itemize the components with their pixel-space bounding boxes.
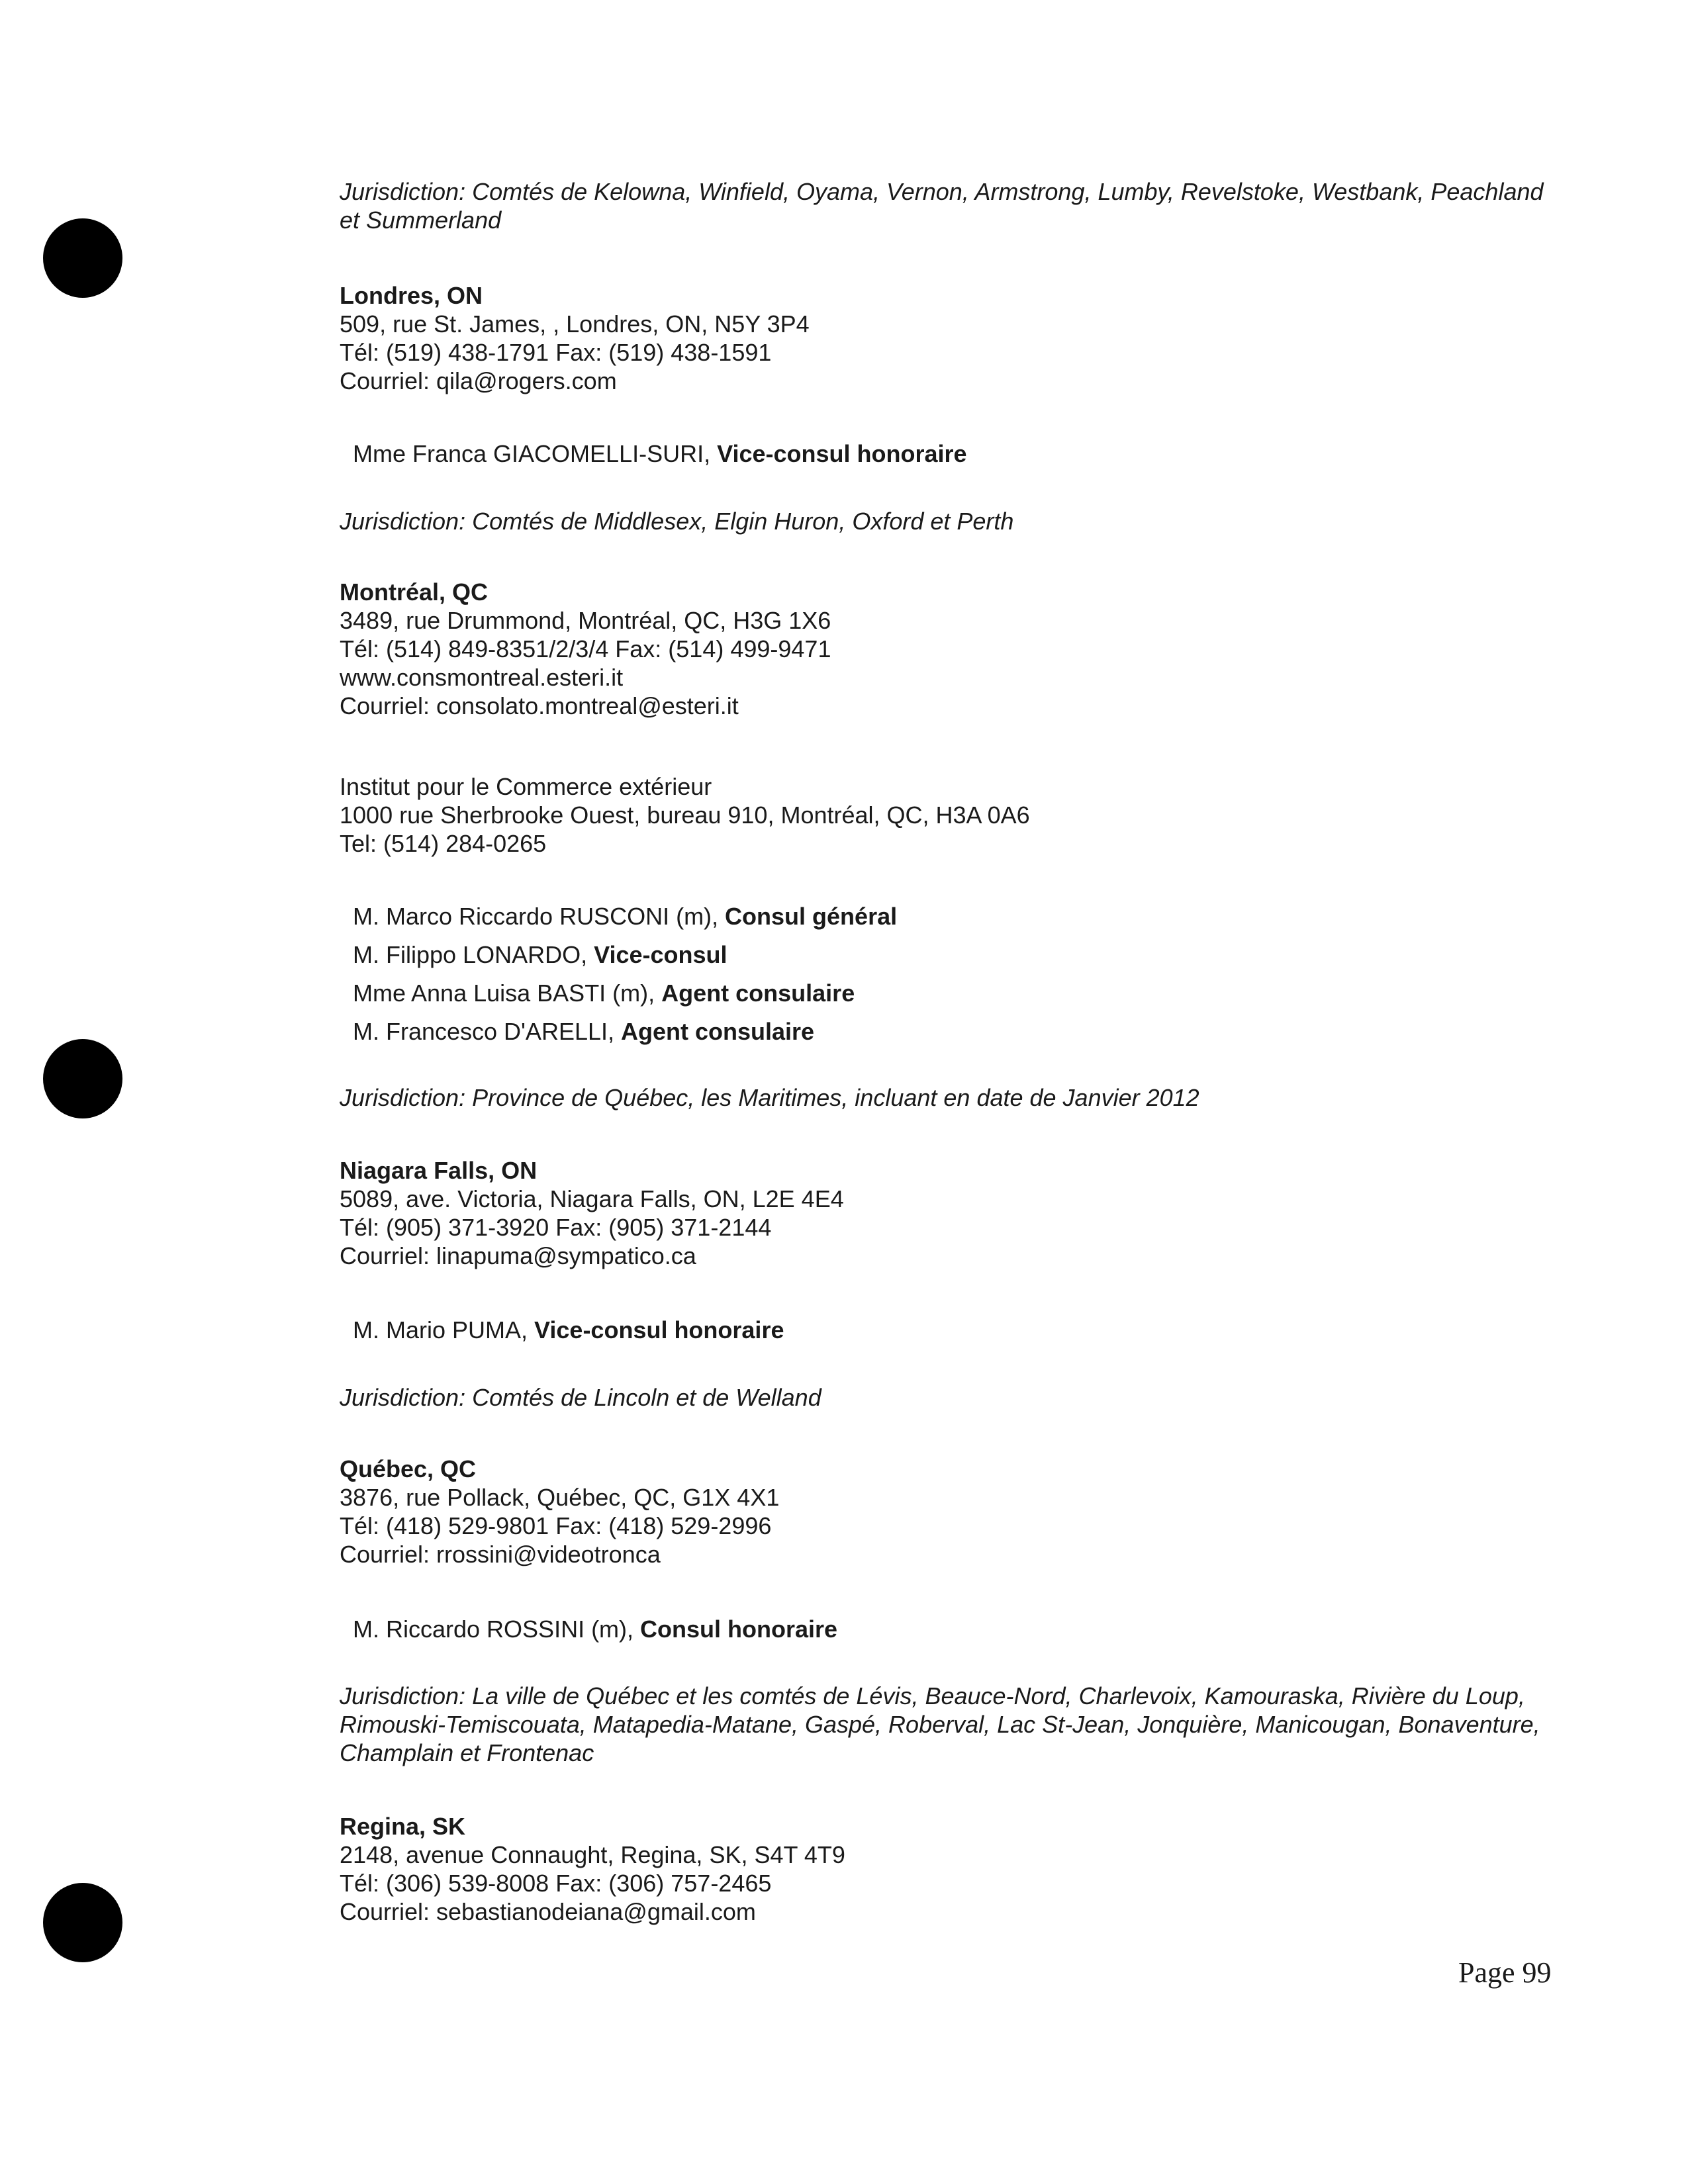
website: www.consmontreal.esteri.it [340,664,624,691]
consulate-block-regina [340,1812,1564,1926]
person-entry [353,940,727,969]
address: 509, rue St. James, , Londres, ON, N5Y 3P4 [340,310,810,338]
email: Courriel: qila@rogers.com [340,367,617,394]
binder-hole [43,218,122,298]
phone-fax: Tél: (514) 849-8351/2/3/4 Fax: (514) 499-9471 [340,635,831,662]
city-heading: Québec, QC [340,1455,477,1482]
phone-fax: Tél: (306) 539-8008 Fax: (306) 757-2465 [340,1870,772,1897]
city-heading: Regina, SK [340,1813,466,1840]
email: Courriel: linapuma@sympatico.ca [340,1242,696,1269]
person-name: M. Riccardo ROSSINI (m), [353,1615,641,1643]
phone-fax: Tél: (519) 438-1791 Fax: (519) 438-1591 [340,339,772,366]
institute-address: 1000 rue Sherbrooke Ouest, bureau 910, Montréal, QC, H3A 0A6 [340,801,1030,829]
person-entry [353,1316,784,1344]
person-title: Agent consulaire [621,1018,815,1045]
consulate-block-quebec [340,1455,1564,1569]
person-name: M. Francesco D'ARELLI, [353,1018,621,1045]
person-title: Consul honoraire [640,1615,838,1643]
city-heading: Montréal, QC [340,578,489,606]
person-name: M. Mario PUMA, [353,1316,535,1343]
binder-hole [43,1039,122,1118]
consulate-block-montreal [340,578,1564,720]
jurisdiction-text: Jurisdiction: Province de Québec, les Maritimes, incluant en date de Janvier 2012 [340,1084,1199,1111]
institute-block [340,772,1564,858]
jurisdiction-text: Jurisdiction: Comtés de Lincoln et de Welland [340,1384,821,1411]
consulate-block-londres [340,281,1564,395]
address: 2148, avenue Connaught, Regina, SK, S4T 4T9 [340,1841,845,1868]
person-name: Mme Franca GIACOMELLI-SURI, [353,440,718,467]
institute-phone: Tel: (514) 284-0265 [340,830,547,857]
address: 5089, ave. Victoria, Niagara Falls, ON, L2E 4E4 [340,1185,844,1212]
jurisdiction-text: Jurisdiction: Comtés de Middlesex, Elgin Huron, Oxford et Perth [340,508,1014,535]
person-entry [353,1615,837,1643]
city-heading: Londres, ON [340,282,483,309]
address: 3876, rue Pollack, Québec, QC, G1X 4X1 [340,1484,780,1511]
person-title: Agent consulaire [661,979,855,1007]
jurisdiction-text: Jurisdiction: La ville de Québec et les comtés de Lévis, Beauce-Nord, Charlevoix, Kamouraska, Rivière du Loup, Rimouski-Temiscouata, Matapedia-Matane, Gaspé, Roberval, Lac St-Jean, Jonquière, Manicougan, Bonaventure, Champlain et Frontenac [340,1682,1540,1766]
page-number: Page 99 [1458,1956,1552,1989]
institute-name: Institut pour le Commerce extérieur [340,773,712,800]
jurisdiction-text: Jurisdiction: Comtés de Kelowna, Winfield, Oyama, Vernon, Armstrong, Lumby, Revelstoke, Westbank, Peachland et Summerland [340,178,1544,234]
person-entry [353,439,967,468]
person-entry [353,1017,814,1046]
binder-hole [43,1883,122,1962]
person-title: Vice-consul honoraire [534,1316,784,1343]
address: 3489, rue Drummond, Montréal, QC, H3G 1X6 [340,607,831,634]
person-entry [353,902,897,931]
person-name: M. Marco Riccardo RUSCONI (m), [353,903,726,930]
person-entry [353,979,855,1007]
person-name: Mme Anna Luisa BASTI (m), [353,979,662,1007]
person-title: Vice-consul [594,941,727,968]
phone-fax: Tél: (905) 371-3920 Fax: (905) 371-2144 [340,1214,772,1241]
phone-fax: Tél: (418) 529-9801 Fax: (418) 529-2996 [340,1512,772,1539]
city-heading: Niagara Falls, ON [340,1157,538,1184]
person-name: M. Filippo LONARDO, [353,941,594,968]
email: Courriel: sebastianodeiana@gmail.com [340,1898,756,1925]
person-title: Vice-consul honoraire [717,440,967,467]
email: Courriel: consolato.montreal@esteri.it [340,692,739,719]
consulate-block-niagara-falls [340,1156,1564,1270]
email: Courriel: rrossini@videotronca [340,1541,661,1568]
person-title: Consul général [725,903,898,930]
